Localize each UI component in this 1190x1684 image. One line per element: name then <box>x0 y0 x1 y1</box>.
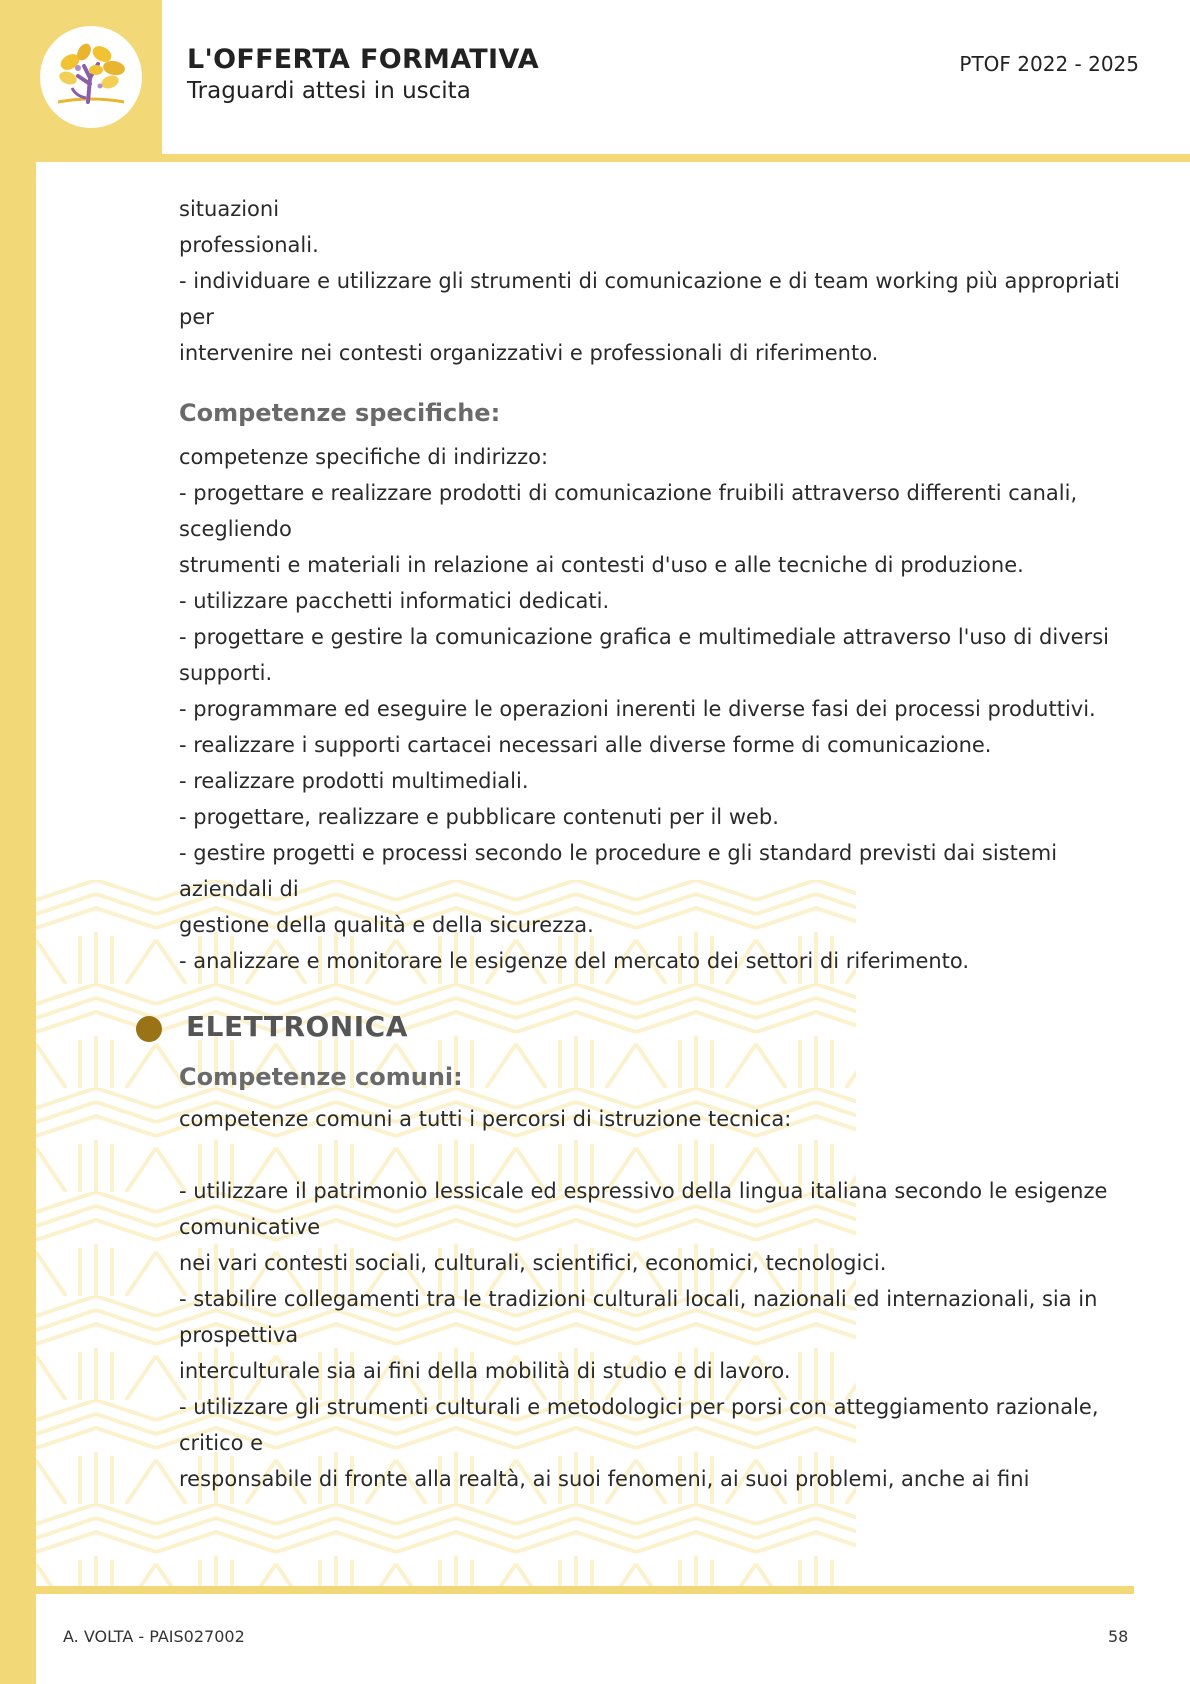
text-line: - utilizzare pacchetti informatici dedicati. <box>179 589 610 613</box>
intro-text <box>179 191 1119 371</box>
text-line: interculturale sia ai fini della mobilità di studio e di lavoro. <box>179 1359 791 1383</box>
text-line: competenze specifiche di indirizzo: <box>179 445 549 469</box>
text-line: - progettare e realizzare prodotti di comunicazione fruibili attraverso differenti canali, <box>179 481 1078 505</box>
text-line: responsabile di fronte alla realtà, ai suoi fenomeni, ai suoi problemi, anche ai fini <box>179 1467 1030 1491</box>
text-line: - utilizzare il patrimonio lessicale ed espressivo della lingua italiana secondo le esigenze <box>179 1179 1108 1203</box>
specifiche-heading: Competenze specifiche: <box>179 399 501 427</box>
comuni-text <box>179 1101 1119 1497</box>
text-line: intervenire nei contesti organizzativi e professionali di riferimento. <box>179 341 879 365</box>
text-line: - utilizzare gli strumenti culturali e metodologici per porsi con atteggiamento razionale, <box>179 1395 1099 1419</box>
specifiche-text <box>179 439 1119 979</box>
blank-line <box>179 1137 1119 1173</box>
header-logo-block <box>0 0 162 160</box>
header-title: L'OFFERTA FORMATIVA <box>187 44 539 75</box>
text-line: - realizzare prodotti multimediali. <box>179 769 529 793</box>
text-line: strumenti e materiali in relazione ai contesti d'uso e alle tecniche di produzione. <box>179 553 1024 577</box>
text-line: - analizzare e monitorare le esigenze del mercato dei settori di riferimento. <box>179 949 970 973</box>
text-line: aziendali di <box>179 877 299 901</box>
text-line: critico e <box>179 1431 264 1455</box>
text-line: gestione della qualità e della sicurezza. <box>179 913 594 937</box>
text-line: - realizzare i supporti cartacei necessari alle diverse forme di comunicazione. <box>179 733 992 757</box>
tree-logo-icon <box>40 26 142 128</box>
section-title: ELETTRONICA <box>186 1010 408 1043</box>
school-logo <box>40 26 142 128</box>
text-line: per <box>179 305 214 329</box>
text-line: situazioni <box>179 197 280 221</box>
page-number: 58 <box>1108 1627 1129 1646</box>
text-line: - programmare ed eseguire le operazioni inerenti le diverse fasi dei processi produttivi. <box>179 697 1096 721</box>
text-line: - progettare e gestire la comunicazione grafica e multimediale attraverso l'uso di diversi <box>179 625 1109 649</box>
section-bullet-icon <box>136 1016 162 1042</box>
header-subtitle: Traguardi attesi in uscita <box>187 78 471 104</box>
text-line: comunicative <box>179 1215 321 1239</box>
comuni-heading: Competenze comuni: <box>179 1063 463 1091</box>
text-line: - progettare, realizzare e pubblicare contenuti per il web. <box>179 805 779 829</box>
footer-divider <box>36 1586 1134 1594</box>
text-line: - individuare e utilizzare gli strumenti di comunicazione e di team working più appropriati <box>179 269 1120 293</box>
text-line: competenze comuni a tutti i percorsi di istruzione tecnica: <box>179 1107 792 1131</box>
text-line: supporti. <box>179 661 273 685</box>
text-line: prospettiva <box>179 1323 299 1347</box>
text-line: - gestire progetti e processi secondo le procedure e gli standard previsti dai sistemi <box>179 841 1058 865</box>
text-line: professionali. <box>179 233 319 257</box>
header-divider <box>36 154 1190 162</box>
page-content <box>179 191 1119 1497</box>
footer-school-code: A. VOLTA - PAIS027002 <box>63 1627 245 1646</box>
text-line: - stabilire collegamenti tra le tradizioni culturali locali, nazionali ed internazionali, sia in <box>179 1287 1098 1311</box>
header-ptof-label: PTOF 2022 - 2025 <box>959 52 1139 76</box>
text-line: scegliendo <box>179 517 292 541</box>
text-line: nei vari contesti sociali, culturali, scientifici, economici, tecnologici. <box>179 1251 887 1275</box>
section-header <box>179 1007 1119 1051</box>
left-accent-band <box>0 0 36 1684</box>
